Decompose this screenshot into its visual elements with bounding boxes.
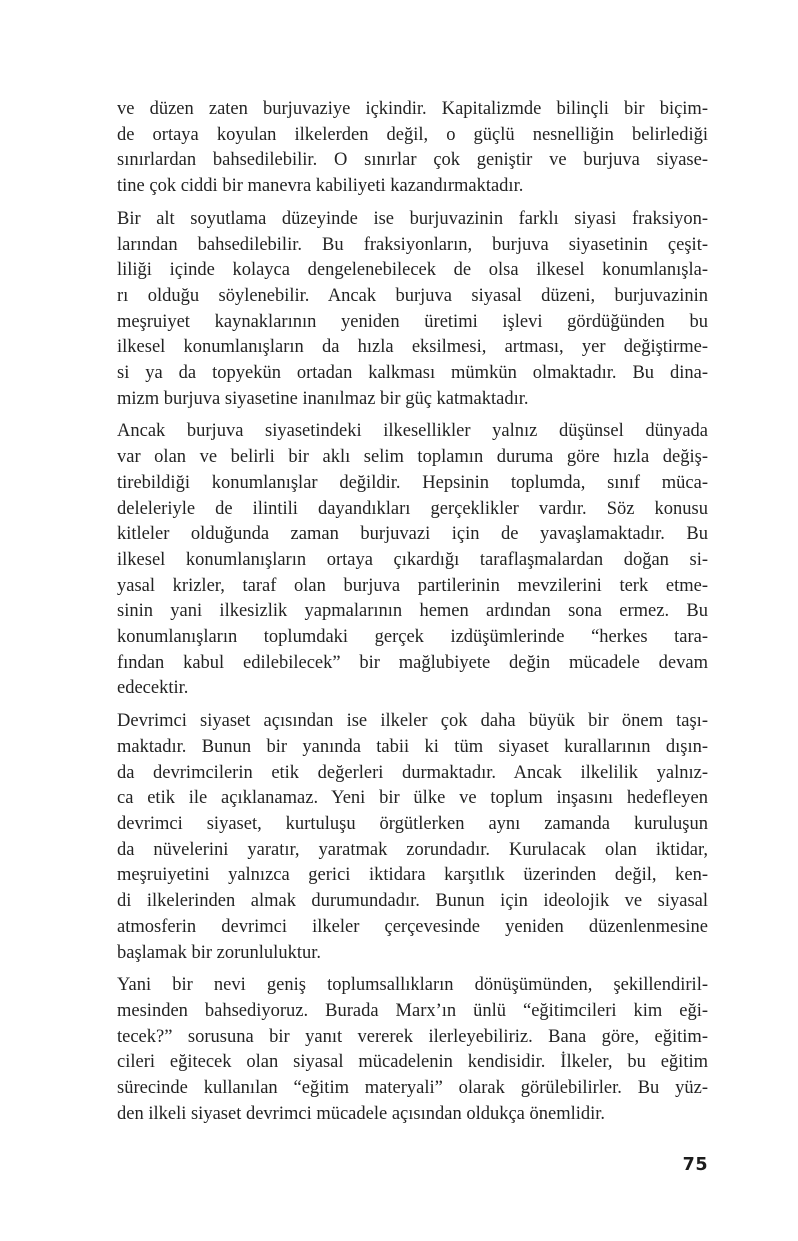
text-line: de ortaya koyulan ilkelerden değil, o güçlü nesnelliğin belirlediği (117, 124, 708, 145)
text-line: atmosferin devrimci ilkeler çerçevesinde yeniden düzenlenmesine (117, 916, 708, 937)
text-line: cileri eğitecek olan siyasal mücadelenin kendisidir. İlkeler, bu eğitim (117, 1052, 708, 1073)
text-line: kitleler olduğunda zaman burjuvazi için de yavaşlamaktadır. Bu (117, 524, 708, 545)
text-line: meşruiyetini yalnızca gerici iktidara karşıtlık üzerinden değil, ken- (117, 865, 708, 886)
text-line: maktadır. Bunun bir yanında tabii ki tüm siyaset kurallarının dışın- (117, 736, 708, 757)
text-line: tecek?” sorusuna bir yanıt vererek ilerleyebiliriz. Bana göre, eğitim- (117, 1026, 708, 1047)
paragraph (117, 419, 708, 702)
text-line: mizm burjuva siyasetine inanılmaz bir güç katmaktadır. (117, 388, 529, 409)
text-line: Devrimci siyaset açısından ise ilkeler çok daha büyük bir önem taşı- (117, 711, 708, 732)
text-line: tine çok ciddi bir manevra kabiliyeti kazandırmaktadır. (117, 176, 524, 197)
text-line: deleleriyle de ilintili dayandıkları gerçeklikler vardır. Söz konusu (117, 498, 708, 519)
page-number: 75 (682, 1155, 708, 1175)
text-line: da devrimcilerin etik değerleri durmaktadır. Ancak ilkelilik yalnız- (117, 762, 708, 783)
text-line: var olan ve belirli bir aklı selim toplamın duruma göre hızla değiş- (117, 447, 708, 468)
text-line: yasal krizler, taraf olan burjuva partilerinin mevzilerini terk etme- (117, 575, 708, 596)
text-line: sinin yani ilkesizlik yapmalarının hemen ardından sona ermez. Bu (117, 601, 708, 622)
paragraph (117, 709, 708, 966)
text-line: mesinden bahsediyoruz. Burada Marx’ın ünlü “eğitimcileri kim eği- (117, 1000, 708, 1021)
text-line: di ilkelerinden almak durumundadır. Bunun için ideolojik ve siyasal (117, 891, 708, 912)
text-line: sürecinde kullanılan “eğitim materyali” olarak görülebilirler. Bu yüz- (117, 1078, 708, 1099)
text-line: ca etik ile açıklanamaz. Yeni bir ülke ve toplum inşasını hedefleyen (117, 788, 708, 809)
paragraph (117, 207, 708, 413)
text-line: da nüvelerini yaratır, yaratmak zorundadır. Kurulacak olan iktidar, (117, 839, 708, 860)
text-line: tirebildiği konumlanışlar değildir. Hepsinin toplumda, sınıf müca- (117, 472, 708, 493)
text-line: si ya da topyekün ortadan kalkması mümkün olmaktadır. Bu dina- (117, 363, 708, 384)
text-line: larından bahsedilebilir. Bu fraksiyonların, burjuva siyasetinin çeşit- (117, 234, 708, 255)
text-line: fından kabul edilebilecek” bir mağlubiyete değin mücadele devam (117, 652, 708, 673)
text-line: başlamak bir zorunluluktur. (117, 942, 321, 963)
text-line: rı olduğu söylenebilir. Ancak burjuva siyasal düzeni, burjuvazinin (117, 285, 708, 306)
text-line: konumlanışların toplumdaki gerçek izdüşümlerinde “herkes tara- (117, 627, 708, 648)
text-line: liliği içinde kolayca dengelenebilecek de olsa ilkesel konumlanışla- (117, 260, 708, 281)
text-line: Yani bir nevi geniş toplumsallıkların dönüşümünden, şekillendiril- (117, 975, 708, 996)
text-line: den ilkeli siyaset devrimci mücadele açısından oldukça önemlidir. (117, 1103, 606, 1124)
text-line: ve düzen zaten burjuvaziye içkindir. Kapitalizmde bilinçli bir biçim- (117, 99, 708, 119)
page-text-block (117, 97, 708, 1134)
text-line: devrimci siyaset, kurtuluşu örgütlerken aynı zamanda kuruluşun (117, 813, 708, 834)
paragraph (117, 973, 708, 1127)
text-line: sınırlardan bahsedilebilir. O sınırlar çok geniştir ve burjuva siyase- (117, 150, 708, 171)
text-line: Ancak burjuva siyasetindeki ilkesellikler yalnız düşünsel dünyada (117, 421, 708, 442)
text-line: edecektir. (117, 678, 189, 699)
text-line: ilkesel konumlanışların ortaya çıkardığı taraflaşmalardan doğan si- (117, 549, 708, 570)
text-line: meşruiyet kaynaklarının yeniden üretimi işlevi gördüğünden bu (117, 311, 708, 332)
paragraph (117, 97, 708, 200)
text-line: ilkesel konumlanışların da hızla eksilmesi, artması, yer değiştirme- (117, 337, 708, 358)
text-line: Bir alt soyutlama düzeyinde ise burjuvazinin farklı siyasi fraksiyon- (117, 208, 708, 229)
